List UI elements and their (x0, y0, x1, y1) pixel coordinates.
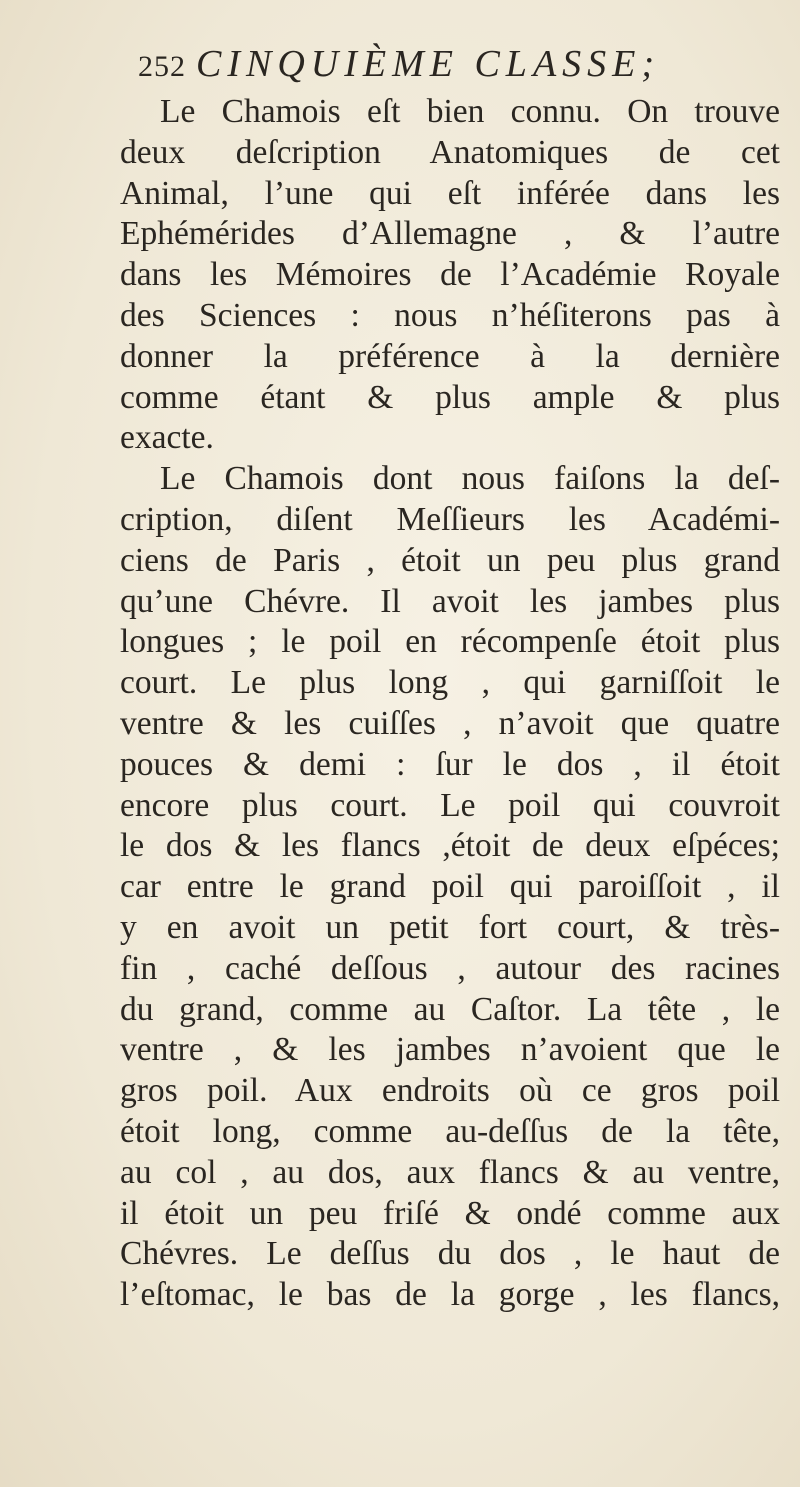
text-line: du grand, comme au Caſtor. La tête , le (120, 990, 780, 1028)
text-line: donner la préférence à la dernière (120, 337, 780, 375)
text-line: dans les Mémoires de l’Académie Royale (120, 256, 780, 294)
text-line: Le Chamois dont nous faiſons la deſ- (160, 460, 780, 498)
text-line: comme étant & plus ample & plus (120, 378, 780, 416)
text-line: au col , au dos, aux flancs & au ventre, (120, 1153, 780, 1191)
text-line: encore plus court. Le poil qui couvroit (120, 786, 780, 824)
text-line: il étoit un peu friſé & ondé comme aux (120, 1194, 780, 1232)
text-line: Ephémérides d’Allemagne , & l’autre (120, 215, 780, 253)
text-line: Chévres. Le deſſus du dos , le haut de (120, 1235, 780, 1273)
text-line: ventre & les cuiſſes , n’avoit que quatre (120, 704, 780, 742)
text-line: Animal, l’une qui eſt inférée dans les (120, 174, 780, 212)
text-line: court. Le plus long , qui garniſſoit le (120, 664, 780, 702)
running-head (138, 42, 758, 86)
text-line: y en avoit un petit fort court, & très- (120, 908, 780, 946)
text-line: ciens de Paris , étoit un peu plus grand (120, 541, 780, 579)
running-title: CINQUIÈME CLASSE; (196, 43, 661, 85)
body-text (120, 92, 780, 1316)
text-line: fin , caché deſſous , autour des racines (120, 949, 780, 987)
text-line: qu’une Chévre. Il avoit les jambes plus (120, 582, 780, 620)
text-line: car entre le grand poil qui paroiſſoit , il (120, 868, 780, 906)
text-line: ventre , & les jambes n’avoient que le (120, 1031, 780, 1069)
text-line: étoit long, comme au-deſſus de la tête, (120, 1112, 780, 1150)
text-line: gros poil. Aux endroits où ce gros poil (120, 1072, 780, 1110)
text-line: Le Chamois eſt bien connu. On trouve (160, 93, 780, 130)
page-number: 252 (138, 50, 186, 83)
text-line: des Sciences : nous n’héſiterons pas à (120, 296, 780, 334)
text-line: exacte. (120, 419, 214, 457)
text-line: le dos & les flancs ,étoit de deux eſpéces; (120, 827, 780, 865)
text-line: longues ; le poil en récompenſe étoit plus (120, 623, 780, 661)
text-line: l’eſtomac, le bas de la gorge , les flancs, (120, 1276, 780, 1314)
text-line: cription, diſent Meſſieurs les Académi- (120, 500, 780, 538)
text-line: deux deſcription Anatomiques de cet (120, 133, 780, 171)
text-line: pouces & demi : ſur le dos , il étoit (120, 745, 780, 783)
